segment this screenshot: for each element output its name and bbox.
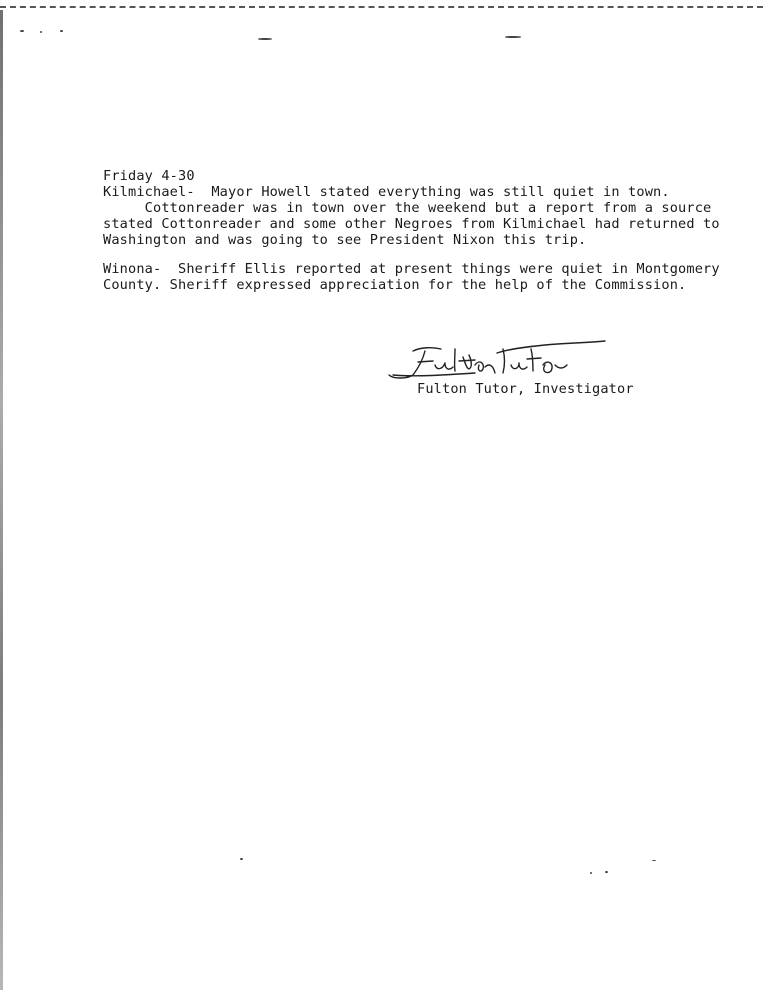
paragraph-winona-line-2: County. Sheriff expressed appreciation for the help of the Commission. [103,277,687,293]
scan-speck [652,860,656,861]
scan-speck [605,871,608,873]
scan-mark [258,38,272,40]
scan-mark [505,36,521,38]
paragraph-kilmichael-line-3: stated Cottonreader and some other Negroes from Kilmichael had returned to [103,216,720,232]
scan-speck [60,30,63,32]
paragraph-kilmichael-line-1: Kilmichael- Mayor Howell stated everything was still quiet in town. [103,184,670,200]
scan-speck [40,31,42,33]
paragraph-kilmichael-line-4: Washington and was going to see President Nixon this trip. [103,232,587,248]
page-left-edge [0,10,3,990]
paragraph-kilmichael-line-2: Cottonreader was in town over the weekend but a report from a source [103,200,712,216]
page-top-edge [0,0,763,8]
scan-speck [20,30,24,32]
paragraph-winona-line-1: Winona- Sheriff Ellis reported at present things were quiet in Montgomery [103,261,720,277]
date-line: Friday 4-30 [103,168,195,184]
scan-speck [240,858,243,860]
scan-speck [590,872,592,874]
handwritten-signature [385,335,615,385]
signature-name-title: Fulton Tutor, Investigator [417,381,634,397]
